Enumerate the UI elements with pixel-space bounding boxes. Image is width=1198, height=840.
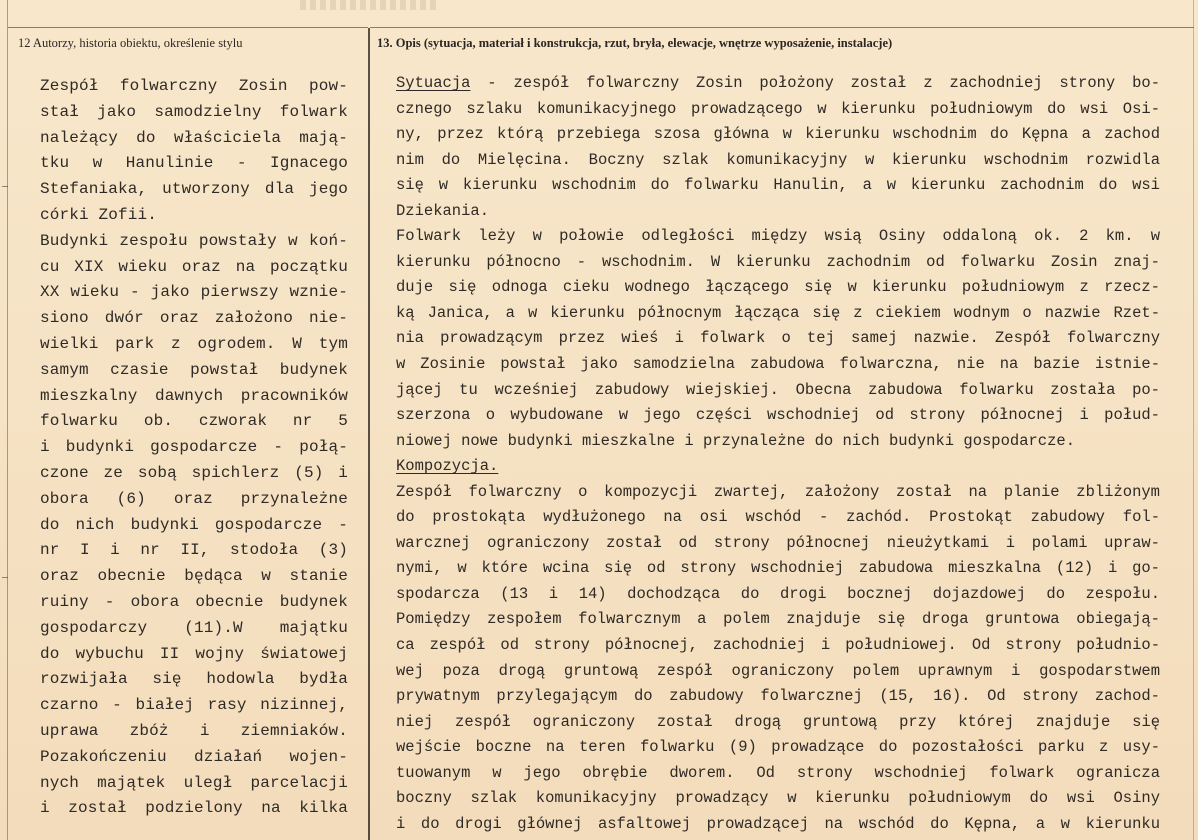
left-column-header: 12 Autorzy, historia obiektu, określenie stylu: [18, 36, 243, 50]
text-line: spodarcza (13 i 14) dochodząca do drogi bocznej dojazdowej do zespołu.: [396, 584, 1160, 603]
text-line: szerzona o wybudowane w jego części wschodniej od strony północnej i połud-: [396, 406, 1160, 425]
text-line: wej poza drogą gruntową zespół ograniczony polem uprawnym i gospodarstwem: [396, 661, 1160, 680]
text-line: cznego szlaku komunikacyjnego prowadzącego w kierunku południowym do wsi Osi-: [396, 99, 1160, 118]
text-line: Budynki zespołu powstały w koń-: [40, 231, 348, 250]
text-line: prywatnym przylegającym do zabudowy folwarcznej (15, 16). Od strony zachod-: [396, 687, 1160, 706]
text-line: i do drogi głównej asfaltowej prowadzącej na wschód do Kępna, a w kierunku: [396, 814, 1160, 833]
left-column-text: [40, 74, 348, 822]
situation-line-text: - zespół folwarczny Zosin położony został z zachodniej strony bo-: [470, 74, 1160, 92]
situation-heading: Sytuacja: [396, 74, 471, 92]
text-line: tuowanym w jego obrębie dworem. Od strony wschodniej folwark ogranicza: [396, 763, 1160, 782]
text-line: i budynki gospodarcze - połą-: [40, 438, 348, 457]
text-line: należący do właściciela mają-: [40, 128, 348, 147]
text-line: mieszkalny dawnych pracowników: [40, 386, 348, 405]
right-column-header: 13. Opis (sytuacja, materiał i konstrukcja, rzut, bryła, elewacje, wnętrze wyposażenie, instalacje): [377, 36, 893, 50]
text-line: nim do Mielęcina. Boczny szlak komunikacyjny w kierunku wschodnim rozwidla: [396, 150, 1160, 169]
text-line: w Zosinie powstał jako samodzielna zabudowa folwarczna, nie na bazie istnie-: [396, 355, 1160, 374]
composition-line: [396, 454, 1160, 480]
text-line: ca zespół od strony północnej, zachodniej i południowej. Od strony południo-: [396, 636, 1160, 655]
text-line: stał jako samodzielny folwark: [40, 102, 348, 121]
text-line: do wybuchu II wojny światowej: [40, 644, 348, 663]
text-line: Dziekania.: [396, 201, 490, 220]
column-divider: [368, 28, 370, 840]
text-line: oraz obecnie będąca w stanie: [40, 567, 348, 586]
text-line: niej zespół ograniczony został drogą gruntową przy której znajduje się: [396, 712, 1160, 731]
text-line: cu XIX wieku oraz na początku: [40, 257, 348, 276]
composition-heading: Kompozycja.: [396, 457, 499, 476]
text-line: Zespół folwarczny o kompozycji zwartej, założony został na planie zbliżonym: [396, 482, 1160, 501]
text-line: córki Zofii.: [40, 205, 158, 224]
text-line: czone ze sobą spichlerz (5) i: [40, 463, 348, 482]
text-line: Pozakończeniu działań wojen-: [40, 747, 348, 766]
text-line: Pomiędzy zespołem folwarcznym a polem znajduje się droga gruntowa obiegają-: [396, 610, 1160, 629]
text-line: się w kierunku wschodnim do folwarku Hanulin, a w kierunku zachodnim do wsi: [396, 176, 1160, 195]
text-line: kierunku północno - wschodnim. W kierunku zachodnim od folwarku Zosin znaj-: [396, 252, 1160, 271]
text-line: czarno - białej rasy nizinnej,: [40, 696, 348, 715]
text-line: XX wieku - jako pierwszy wznie-: [40, 283, 348, 302]
text-line: jącej tu wcześniej zabudowy wiejskiej. Obecna zabudowa folwarku została po-: [396, 380, 1160, 399]
right-column-text: [396, 71, 1160, 837]
text-line: Zespół folwarczny Zosin pow-: [40, 77, 348, 95]
text-line: nych majątek uległ parcelacji: [40, 773, 348, 792]
text-line: samym czasie powstał budynek: [40, 360, 348, 379]
text-line: do prostokąta wydłużonego na osi wschód - zachód. Prostokąt zabudowy fol-: [396, 508, 1160, 527]
text-line: Stefaniaka, utworzony dla jego: [40, 180, 348, 199]
text-line: tku w Hanulinie - Ignacego: [40, 154, 348, 173]
text-line: folwarku ob. czworak nr 5: [40, 412, 348, 431]
text-line: Folwark leży w połowie odległości między wsią Osiny oddaloną ok. 2 km. w: [396, 227, 1160, 246]
text-line: siono dwór oraz założono nie-: [40, 309, 348, 328]
left-margin-tick: [2, 577, 8, 578]
composition-paragraphs: [396, 480, 1160, 838]
text-line: i został podzielony na kilka: [40, 799, 348, 818]
text-line: wielki park z ogrodem. W tym: [40, 334, 348, 353]
text-line: niowej nowe budynki mieszkalne i przynależne do nich budynki gospodarcze.: [396, 431, 1076, 450]
text-line: wejście boczne na teren folwarku (9) prowadzące do pozostałości parku z usy-: [396, 738, 1160, 757]
text-line: nymi, w które wcina się od strony wschodniej zabudowa mieszkalna (12) i go-: [396, 559, 1160, 578]
text-line: rozwijała się hodowla bydła: [40, 670, 348, 689]
text-line: warcznej ograniczony został od strony północnej nieużytkami i polami upraw-: [396, 533, 1160, 552]
situation-line: [396, 71, 1160, 97]
text-line: ruiny - obora obecnie budynek: [40, 592, 348, 611]
text-line: boczny szlak komunikacyjny prowadzący w kierunku południowym do wsi Osiny: [396, 789, 1160, 808]
text-line: gospodarczy (11).W majątku: [40, 618, 348, 637]
left-header-rule: [8, 27, 368, 28]
right-header-rule: [370, 27, 1194, 28]
text-line: ny, przez którą przebiega szosa główna w kierunku wschodnim do Kępna a zachod: [396, 125, 1160, 144]
text-line: obora (6) oraz przynależne: [40, 489, 348, 508]
text-line: ką Janica, a w kierunku północnym łącząca się z ciekiem wodnym o nazwie Rzet-: [396, 303, 1160, 322]
text-line: do nich budynki gospodarcze -: [40, 515, 348, 534]
top-edge-marks: [300, 0, 440, 10]
text-line: nr I i nr II, stodoła (3): [40, 541, 348, 560]
left-margin-line: [7, 0, 8, 840]
left-margin-tick: [2, 186, 8, 187]
text-line: duje się odnoga cieku wodnego łączącego się w kierunku południowym z rzecz-: [396, 278, 1160, 297]
text-line: nia prowadzącym przez wieś i folwark o tej samej nazwie. Zespół folwarczny: [396, 329, 1160, 348]
right-edge-line: [1193, 0, 1194, 840]
situation-paragraphs: [396, 97, 1160, 455]
text-line: uprawa zbóż i ziemniaków.: [40, 721, 348, 740]
